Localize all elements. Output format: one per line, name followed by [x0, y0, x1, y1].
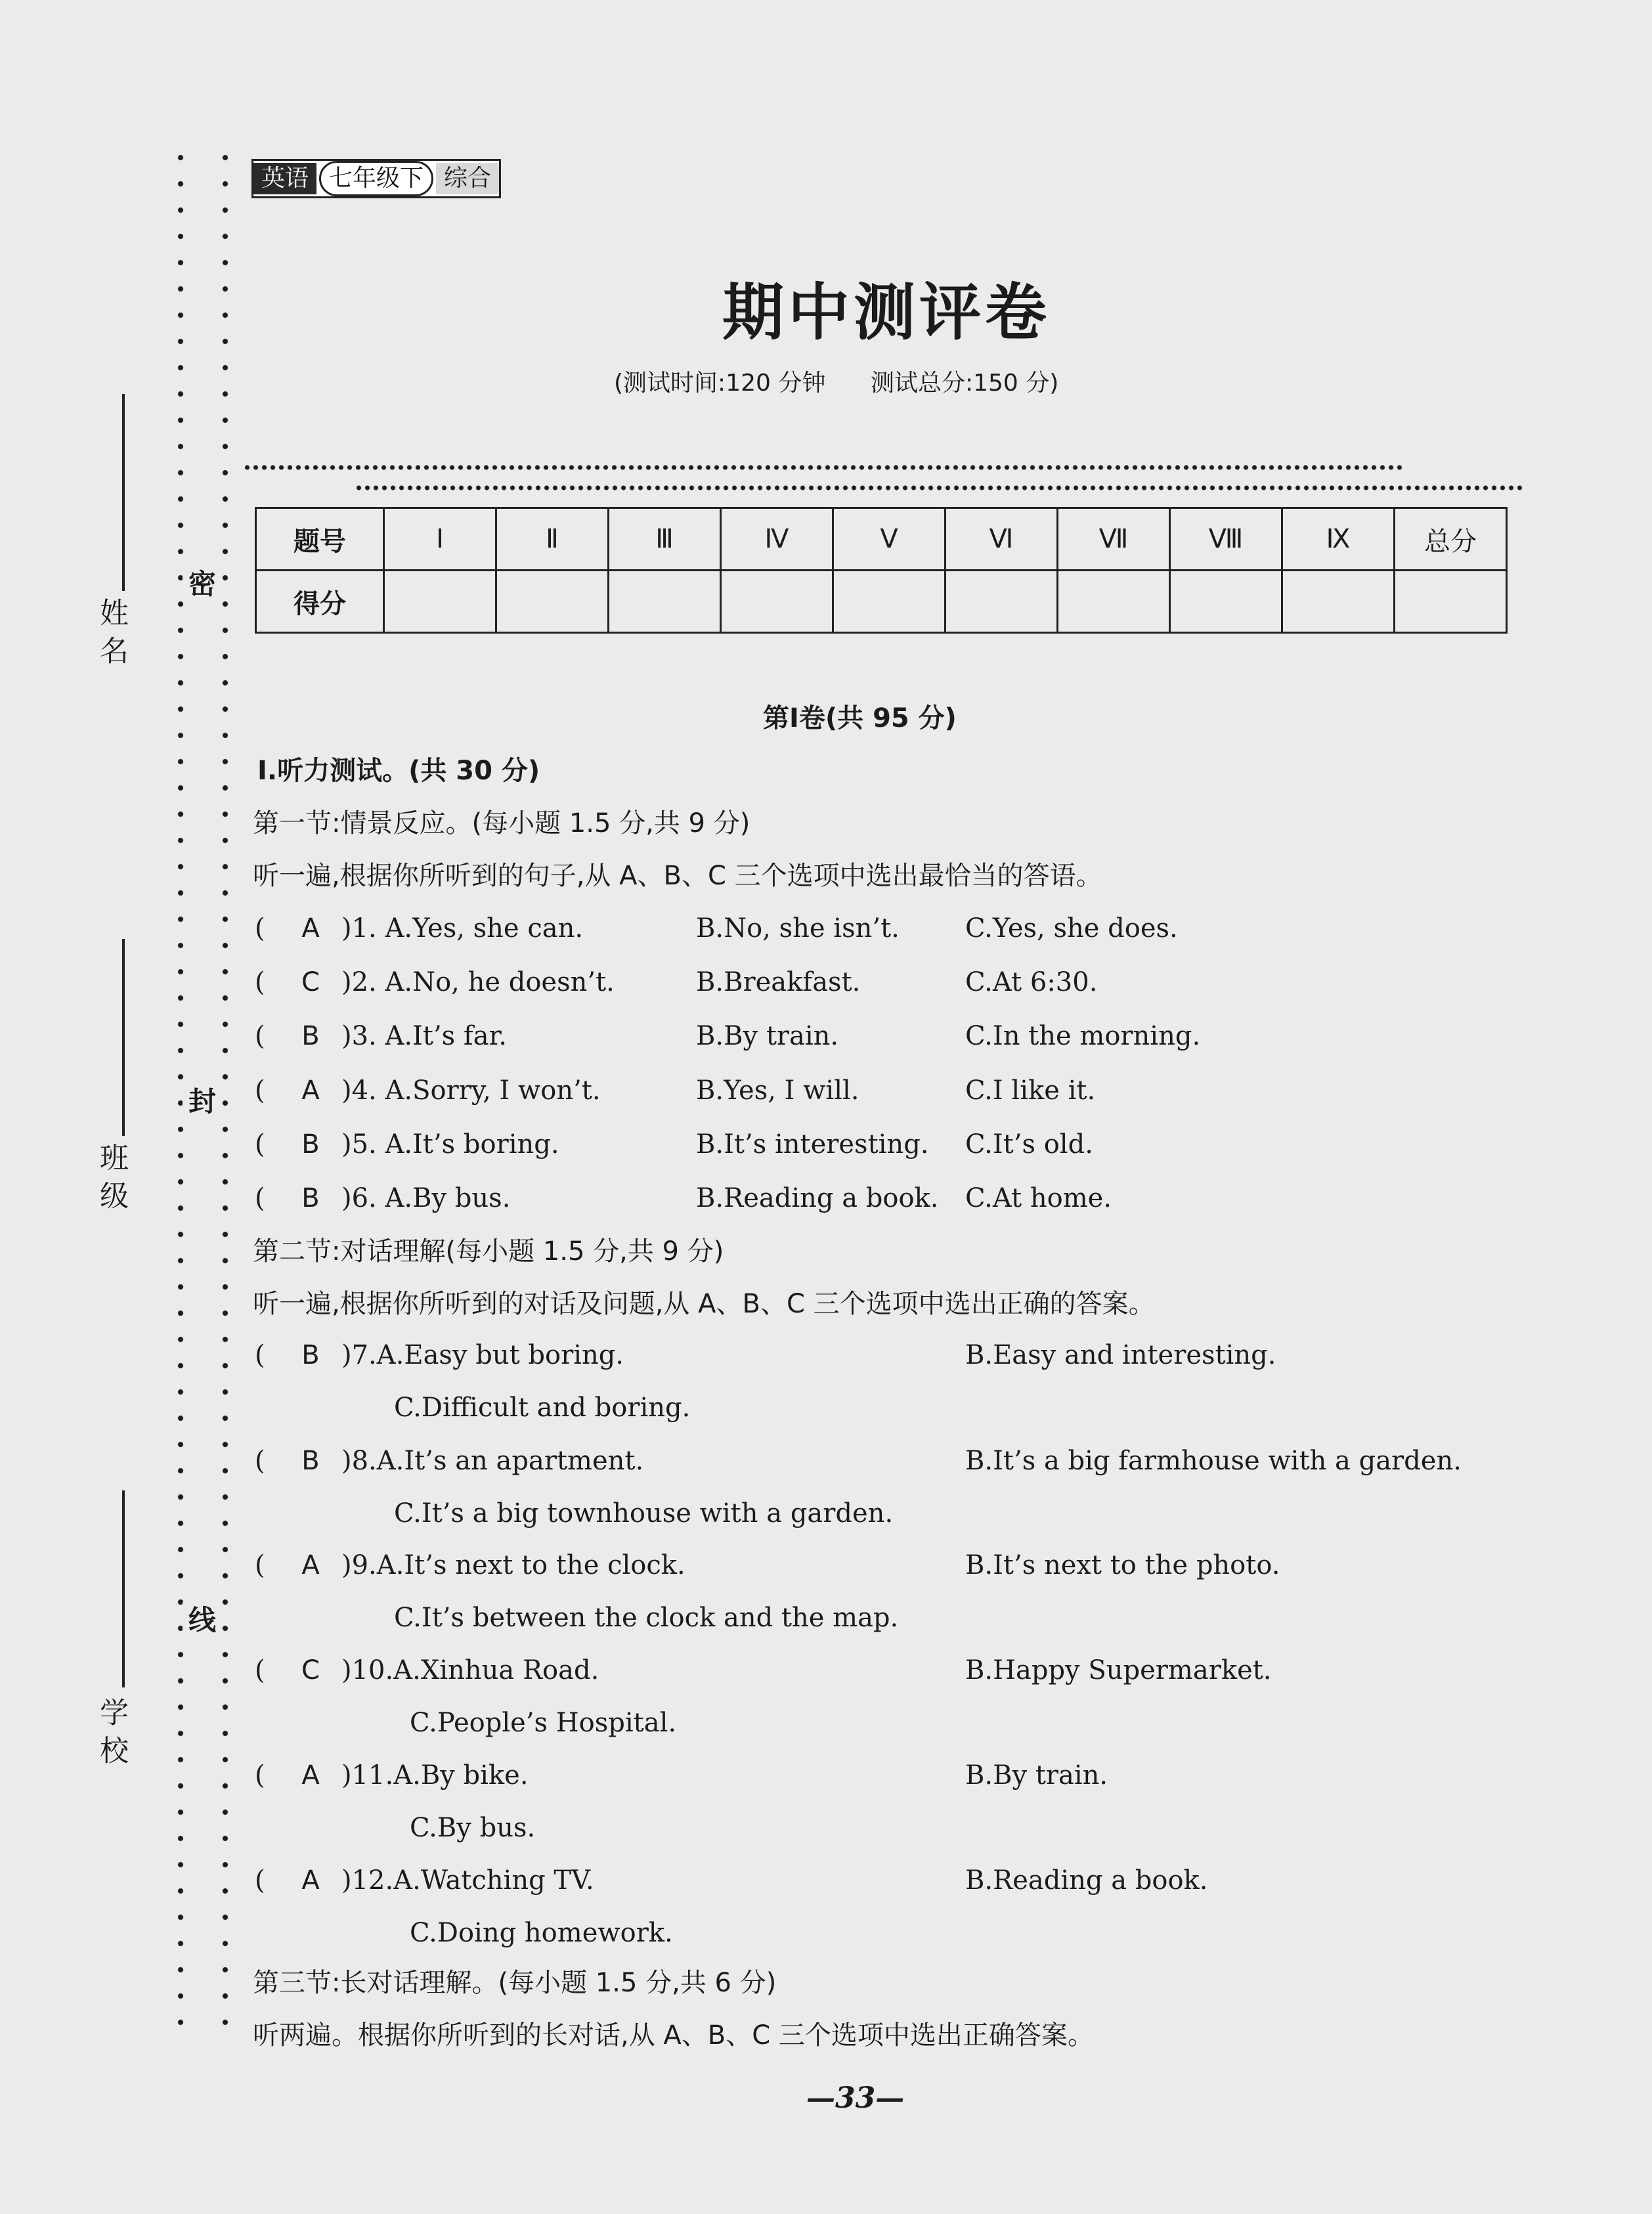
score-col: Ⅲ — [609, 508, 721, 571]
answer-paren-open: ( — [255, 1446, 265, 1476]
score-col: Ⅴ — [833, 508, 946, 571]
seal-mi: 密 — [183, 566, 222, 603]
answer-paren-open: ( — [255, 1129, 265, 1160]
option-a: )5. A.It’s boring. — [341, 1129, 559, 1160]
score-col: Ⅵ — [946, 508, 1058, 571]
score-col: Ⅷ — [1170, 508, 1282, 571]
score-cell[interactable] — [1395, 571, 1507, 633]
answer-paren-open: ( — [255, 1655, 265, 1685]
answer-mark[interactable]: A — [301, 1550, 320, 1580]
answer-paren-open: ( — [255, 1021, 265, 1051]
option-b: B.Reading a book. — [965, 1865, 1208, 1896]
score-col: Ⅸ — [1282, 508, 1395, 571]
score-table-row-number — [256, 508, 1507, 571]
score-col: Ⅰ — [384, 508, 496, 571]
score-cell[interactable] — [609, 571, 721, 633]
tag-subject: 英语 — [253, 163, 316, 194]
option-b: B.Yes, I will. — [696, 1075, 859, 1106]
label-class: 班 级 — [95, 1142, 128, 1209]
sub1-instructions: 听一遍,根据你所听到的句子,从 A、B、C 三个选项中选出最恰当的答语。 — [253, 861, 1102, 891]
subject-tag — [251, 159, 501, 198]
score-col-total: 总分 — [1395, 508, 1507, 571]
option-a: )4. A.Sorry, I won’t. — [341, 1075, 601, 1106]
option-a: )8.A.It’s an apartment. — [341, 1446, 644, 1476]
option-a: )9.A.It’s next to the clock. — [341, 1550, 685, 1580]
score-cell[interactable] — [946, 571, 1058, 633]
score-cell[interactable] — [1170, 571, 1282, 633]
option-b: B.Happy Supermarket. — [965, 1655, 1272, 1685]
name-line — [122, 394, 125, 591]
answer-mark[interactable]: C — [301, 1655, 320, 1685]
score-table-row-score — [256, 571, 1507, 633]
answer-paren-open: ( — [255, 1865, 265, 1896]
option-c: C.It’s a big townhouse with a garden. — [394, 1498, 894, 1529]
option-c: C.In the morning. — [965, 1021, 1201, 1051]
answer-mark[interactable]: B — [301, 1340, 320, 1370]
answer-paren-open: ( — [255, 1550, 265, 1580]
page-number: —33— — [806, 2081, 905, 2115]
answer-mark[interactable]: B — [301, 1021, 320, 1051]
answer-mark[interactable]: C — [301, 967, 320, 997]
option-b: B.By train. — [696, 1021, 839, 1051]
answer-paren-open: ( — [255, 1340, 265, 1370]
score-cell[interactable] — [496, 571, 609, 633]
score-cell[interactable] — [1282, 571, 1395, 633]
score-table — [255, 507, 1508, 634]
option-c: C.It’s between the clock and the map. — [394, 1603, 899, 1633]
answer-paren-open: ( — [255, 913, 265, 944]
score-col: Ⅳ — [721, 508, 833, 571]
section-title: Ⅰ.听力测试。(共 30 分) — [257, 756, 540, 786]
sub1-title: 第一节:情景反应。(每小题 1.5 分,共 9 分) — [253, 808, 750, 838]
tag-grade: 七年级下 — [319, 161, 433, 196]
option-c: C.By bus. — [410, 1813, 536, 1843]
answer-paren-open: ( — [255, 1075, 265, 1106]
sub3-title: 第三节:长对话理解。(每小题 1.5 分,共 6 分) — [253, 1968, 777, 1998]
seal-feng: 封 — [183, 1083, 222, 1120]
option-b: B.It’s interesting. — [696, 1129, 929, 1160]
option-a: )1. A.Yes, she can. — [341, 913, 584, 944]
class-line — [122, 939, 125, 1136]
answer-paren-open: ( — [255, 967, 265, 997]
option-c: C.Difficult and boring. — [394, 1393, 691, 1423]
option-a: )3. A.It’s far. — [341, 1021, 508, 1051]
school-line — [122, 1490, 125, 1687]
score-head-score: 得分 — [256, 571, 384, 633]
score-head-number: 题号 — [256, 508, 384, 571]
option-b: B.It’s a big farmhouse with a garden. — [965, 1446, 1462, 1476]
option-a: )7.A.Easy but boring. — [341, 1340, 624, 1370]
option-c: C.At 6:30. — [965, 967, 1098, 997]
option-b: B.It’s next to the photo. — [965, 1550, 1280, 1580]
part-title: 第Ⅰ卷(共 95 分) — [763, 703, 957, 733]
score-col: Ⅱ — [496, 508, 609, 571]
answer-mark[interactable]: B — [301, 1446, 320, 1476]
option-a: )12.A.Watching TV. — [341, 1865, 594, 1896]
score-cell[interactable] — [384, 571, 496, 633]
label-name: 姓 名 — [95, 597, 128, 664]
dotted-rule-1 — [243, 464, 1405, 471]
binding-dots-right — [221, 144, 230, 2035]
answer-mark[interactable]: B — [301, 1129, 320, 1160]
answer-mark[interactable]: B — [301, 1183, 320, 1213]
option-c: C.At home. — [965, 1183, 1112, 1213]
option-b: B.By train. — [965, 1760, 1108, 1791]
answer-mark[interactable]: A — [301, 1075, 320, 1106]
page-title: 期中测评卷 — [722, 277, 1051, 349]
option-c: C.People’s Hospital. — [410, 1708, 677, 1738]
option-c: C.I like it. — [965, 1075, 1096, 1106]
score-cell[interactable] — [1058, 571, 1170, 633]
score-cell[interactable] — [833, 571, 946, 633]
option-b: B.Breakfast. — [696, 967, 861, 997]
option-a: )2. A.No, he doesn’t. — [341, 967, 615, 997]
option-a: )6. A.By bus. — [341, 1183, 511, 1213]
sub2-title: 第二节:对话理解(每小题 1.5 分,共 9 分) — [253, 1236, 724, 1267]
answer-mark[interactable]: A — [301, 913, 320, 944]
option-c: C.It’s old. — [965, 1129, 1093, 1160]
sub3-instructions: 听两遍。根据你所听到的长对话,从 A、B、C 三个选项中选出正确答案。 — [253, 2020, 1094, 2051]
option-b: B.Reading a book. — [696, 1183, 939, 1213]
score-cell[interactable] — [721, 571, 833, 633]
sub2-instructions: 听一遍,根据你所听到的对话及问题,从 A、B、C 三个选项中选出正确的答案。 — [253, 1289, 1155, 1319]
option-c: C.Doing homework. — [410, 1918, 673, 1948]
answer-paren-open: ( — [255, 1183, 265, 1213]
exam-info: (测试时间:120 分钟 测试总分:150 分) — [614, 370, 1059, 397]
tag-type: 综合 — [436, 163, 499, 194]
option-a: )10.A.Xinhua Road. — [341, 1655, 599, 1685]
answer-mark[interactable]: A — [301, 1760, 320, 1791]
answer-paren-open: ( — [255, 1760, 265, 1791]
option-b: B.Easy and interesting. — [965, 1340, 1276, 1370]
seal-xian: 线 — [183, 1602, 222, 1639]
label-school: 学 校 — [95, 1697, 128, 1764]
answer-mark[interactable]: A — [301, 1865, 320, 1896]
option-b: B.No, she isn’t. — [696, 913, 900, 944]
dotted-rule-2 — [355, 485, 1523, 491]
score-col: Ⅶ — [1058, 508, 1170, 571]
option-c: C.Yes, she does. — [965, 913, 1178, 944]
option-a: )11.A.By bike. — [341, 1760, 529, 1791]
